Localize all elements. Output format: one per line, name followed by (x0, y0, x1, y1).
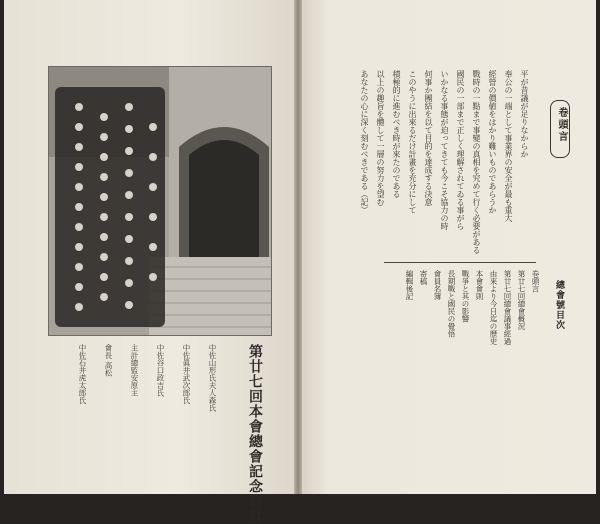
preface-line: 戰時の一點まで事變の真相を究めて行く必要がある (472, 70, 481, 254)
preface-line: 國民の一部まで正しく理解されてゐる事がら (456, 70, 465, 230)
preface-line: いかなる事態が迫ってきても今こそ協力の時 (440, 70, 449, 230)
book-gutter (294, 0, 302, 494)
preface-title: 卷頭言 (556, 107, 567, 143)
group-photograph (48, 66, 272, 336)
photo-names (58, 344, 240, 464)
photo-name: 主計總監安原主 (130, 344, 139, 397)
photo-name: 會長 高松 (104, 344, 113, 377)
preface-line: 積極的に進むべき時が來たのである (392, 70, 401, 198)
preface-line: 平が昔議が足りなからか (520, 70, 529, 158)
photo-name: 中佐谷口政吉氏 (156, 344, 165, 397)
preface-line: 以上の趣旨を體して一層の努力を望む (376, 70, 385, 206)
preface-line: 經營の價値をはかり難いものであらうか (488, 70, 497, 214)
toc-item: 第廿七回總會概況 (517, 270, 526, 330)
preface-text (352, 70, 532, 280)
toc-item: 編輯後記 (405, 270, 414, 300)
toc-item: 由來より今日迄の歷史 (489, 270, 498, 345)
photo-name: 中佐石井虎太郎氏 (78, 344, 87, 404)
toc-item: 長期戰と國民の覺悟 (447, 270, 456, 338)
preface-line: 何事か團結を以て目的を達成する決意 (424, 70, 433, 206)
toc-item: 卷頭言 (531, 270, 540, 293)
toc-item: 本會會則 (475, 270, 484, 300)
preface-line: 奉公の一端として事業界の安全が最も重大 (504, 70, 513, 222)
toc-item: 寄稿 (419, 270, 428, 285)
toc-item: 會員名簿 (433, 270, 442, 300)
photo-name: 中佐眞井武次郎氏 (182, 344, 191, 404)
preface-title-box (550, 100, 570, 158)
photo-caption-title: 第廿七回本會總會記念寫眞 (247, 344, 263, 524)
group-photo-image (49, 67, 271, 335)
toc-item: 第廿七回總會議事經過 (503, 270, 512, 345)
table-of-contents (380, 262, 544, 432)
toc-title: 總會號目次 (554, 280, 564, 330)
photo-name: 中佐山形氏夫人森氏 (208, 344, 217, 412)
preface-line: このやうに出來るだけ計畫を充分にして (408, 70, 417, 214)
toc-item: 戰爭と其の影響 (461, 270, 470, 323)
preface-line: あなたの心に深く刻むべきである（記） (360, 70, 369, 214)
